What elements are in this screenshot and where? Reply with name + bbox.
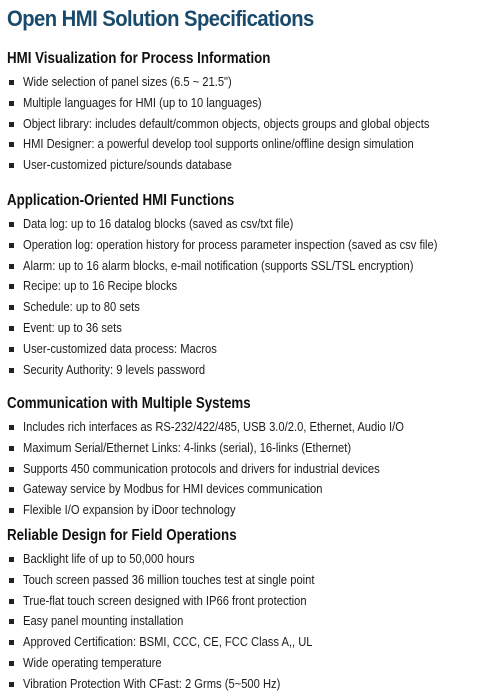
list-item xyxy=(7,114,475,135)
square-bullet-icon xyxy=(9,446,14,451)
square-bullet-icon xyxy=(9,599,14,604)
square-bullet-icon xyxy=(9,347,14,352)
square-bullet-icon xyxy=(9,578,14,583)
square-bullet-icon xyxy=(9,640,14,645)
item-text: Approved Certification: BSMI, CCC, CE, FCC Class A,, UL xyxy=(23,634,313,650)
square-bullet-icon xyxy=(9,467,14,472)
list-item xyxy=(7,459,475,480)
list-item xyxy=(7,318,475,339)
list-item xyxy=(7,235,475,256)
list-item xyxy=(7,93,475,114)
square-bullet-icon xyxy=(9,284,14,289)
list-item xyxy=(7,549,475,570)
square-bullet-icon xyxy=(9,557,14,562)
item-text: Maximum Serial/Ethernet Links: 4-links (serial), 16-links (Ethernet) xyxy=(23,439,352,455)
item-text: Multiple languages for HMI (up to 10 languages) xyxy=(23,94,262,110)
item-text: Wide operating temperature xyxy=(23,654,162,670)
square-bullet-icon xyxy=(9,163,14,168)
item-text: Data log: up to 16 datalog blocks (saved as csv/txt file) xyxy=(23,216,294,231)
page-title: Open HMI Solution Specifications xyxy=(7,6,314,31)
square-bullet-icon xyxy=(9,326,14,331)
item-text: User-customized picture/sounds database xyxy=(23,157,232,173)
section-heading: Reliable Design for Field Operations xyxy=(7,527,237,544)
section-heading: HMI Visualization for Process Information xyxy=(7,50,271,67)
square-bullet-icon xyxy=(9,222,14,227)
item-text: Object library: includes default/common objects, objects groups and global objects xyxy=(23,115,430,131)
section-application-functions xyxy=(7,191,475,380)
section-heading: Communication with Multiple Systems xyxy=(7,395,251,412)
square-bullet-icon xyxy=(9,619,14,624)
square-bullet-icon xyxy=(9,122,14,127)
list-item xyxy=(7,72,475,93)
item-text: Alarm: up to 16 alarm blocks, e-mail notification (supports SSL/TSL encryption) xyxy=(23,257,414,273)
list-item xyxy=(7,438,475,459)
list-item xyxy=(7,256,475,277)
list-item xyxy=(7,155,475,176)
square-bullet-icon xyxy=(9,264,14,269)
list-item xyxy=(7,360,475,381)
square-bullet-icon xyxy=(9,142,14,147)
item-text: Touch screen passed 36 million touches test at single point xyxy=(23,571,315,587)
list-item xyxy=(7,632,475,653)
list-item xyxy=(7,611,475,632)
feature-list xyxy=(7,417,475,521)
square-bullet-icon xyxy=(9,243,14,248)
square-bullet-icon xyxy=(9,425,14,430)
section-reliable-design xyxy=(7,526,475,695)
item-text: Security Authority: 9 levels password xyxy=(23,361,206,377)
item-text: Recipe: up to 16 Recipe blocks xyxy=(23,278,178,294)
list-item xyxy=(7,570,475,591)
item-text: Includes rich interfaces as RS-232/422/485, USB 3.0/2.0, Ethernet, Audio I/O xyxy=(23,419,404,434)
section-hmi-visualization xyxy=(7,49,475,176)
item-text: Supports 450 communication protocols and drivers for industrial devices xyxy=(23,460,380,476)
item-text: Easy panel mounting installation xyxy=(23,613,184,629)
item-text: Vibration Protection With CFast: 2 Grms (5~500 Hz) xyxy=(23,675,281,691)
item-text: Schedule: up to 80 sets xyxy=(23,299,140,315)
item-text: True-flat touch screen designed with IP66 front protection xyxy=(23,592,307,608)
square-bullet-icon xyxy=(9,508,14,513)
list-item xyxy=(7,674,475,695)
feature-list xyxy=(7,549,475,695)
section-communication xyxy=(7,394,475,521)
square-bullet-icon xyxy=(9,305,14,310)
square-bullet-icon xyxy=(9,368,14,373)
item-text: Backlight life of up to 50,000 hours xyxy=(23,551,195,566)
square-bullet-icon xyxy=(9,661,14,666)
section-heading: Application-Oriented HMI Functions xyxy=(7,192,235,209)
square-bullet-icon xyxy=(9,487,14,492)
feature-list xyxy=(7,214,475,380)
list-item xyxy=(7,500,475,521)
list-item xyxy=(7,591,475,612)
item-text: Flexible I/O expansion by iDoor technology xyxy=(23,502,236,518)
feature-list xyxy=(7,72,475,176)
list-item xyxy=(7,276,475,297)
list-item xyxy=(7,297,475,318)
square-bullet-icon xyxy=(9,101,14,106)
list-item xyxy=(7,479,475,500)
item-text: Wide selection of panel sizes (6.5 ~ 21.5") xyxy=(23,74,232,89)
list-item xyxy=(7,653,475,674)
item-text: User-customized data process: Macros xyxy=(23,340,217,356)
list-item xyxy=(7,417,475,438)
item-text: Gateway service by Modbus for HMI devices communication xyxy=(23,481,323,497)
item-text: Operation log: operation history for process parameter inspection (saved as csv file) xyxy=(23,236,438,252)
list-item xyxy=(7,339,475,360)
item-text: HMI Designer: a powerful develop tool supports online/offline design simulation xyxy=(23,136,414,152)
square-bullet-icon xyxy=(9,682,14,687)
item-text: Event: up to 36 sets xyxy=(23,319,122,335)
list-item xyxy=(7,214,475,235)
list-item xyxy=(7,134,475,155)
square-bullet-icon xyxy=(9,80,14,85)
